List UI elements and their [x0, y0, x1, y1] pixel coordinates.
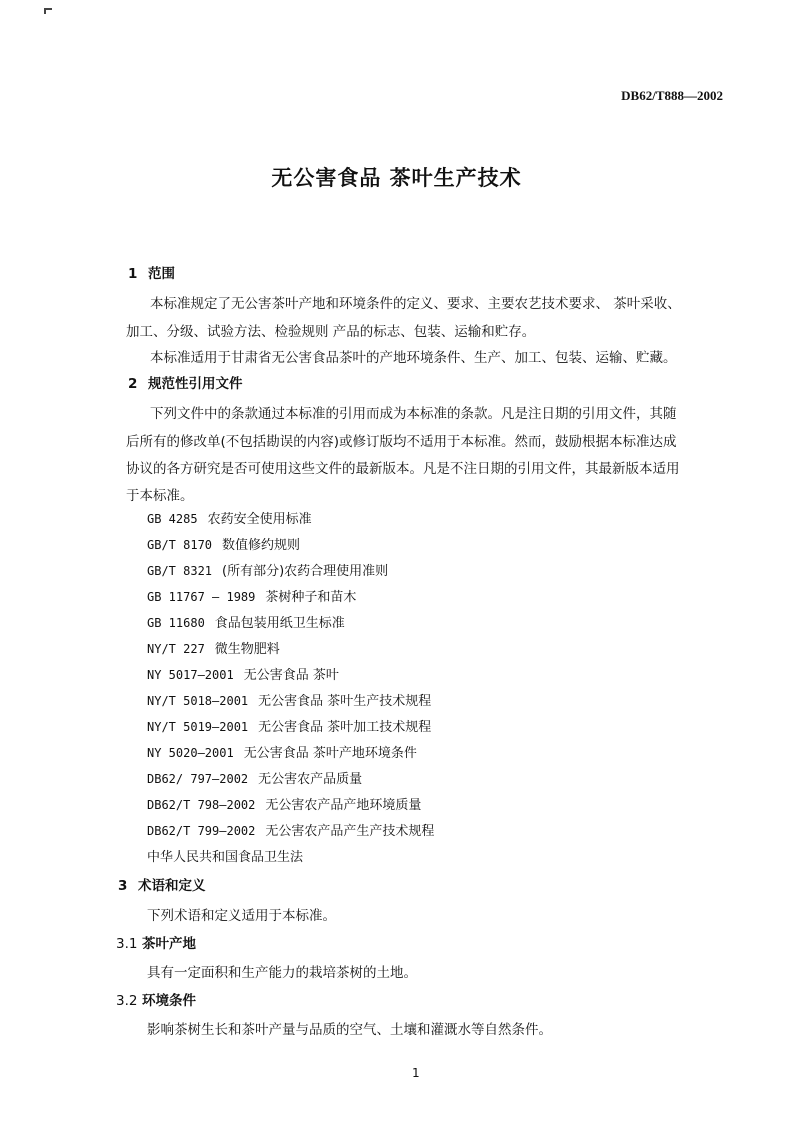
subsection-number: 3.1: [116, 936, 138, 952]
reference-item: [147, 742, 417, 761]
reference-title: 无公害食品 茶叶加工技术规程: [258, 720, 432, 735]
reference-title: 无公害农产品产地环境质量: [265, 798, 422, 813]
section-title: 范围: [148, 266, 175, 282]
reference-title: (所有部分)农药合理使用准则: [222, 564, 389, 579]
section-3-heading: [118, 874, 206, 894]
reference-title: 茶树种子和苗木: [265, 590, 357, 605]
terms-intro: 下列术语和定义适用于本标准。: [147, 908, 336, 924]
reference-item: [147, 560, 388, 579]
reference-title: 无公害食品 茶叶生产技术规程: [258, 694, 432, 709]
references-intro-line-1: 下列文件中的条款通过本标准的引用而成为本标准的条款。凡是注日期的引用文件，其随: [150, 406, 677, 422]
scope-paragraph-2: 本标准适用于甘肃省无公害食品茶叶的产地环境条件、生产、加工、包装、运输、贮藏。: [150, 350, 677, 366]
reference-code: GB/T 8321: [147, 564, 213, 578]
reference-code: DB62/ 797—2002: [147, 772, 249, 786]
reference-item: [147, 638, 280, 657]
section-3-1-heading: [116, 932, 196, 952]
reference-item: [147, 716, 431, 735]
section-1-heading: [128, 262, 175, 282]
reference-title: 无公害农产品质量: [258, 772, 363, 787]
reference-law: 中华人民共和国食品卫生法: [147, 850, 304, 865]
reference-title: 微生物肥料: [214, 642, 280, 657]
document-code: DB62/T888—2002: [621, 88, 723, 103]
section-number: 1: [128, 266, 138, 282]
section-title: 规范性引用文件: [148, 376, 243, 392]
section-title: 术语和定义: [138, 878, 206, 894]
reference-item: [147, 768, 362, 787]
section-number: 2: [128, 376, 138, 392]
reference-item: [147, 612, 345, 631]
scope-paragraph-1-line-1: 本标准规定了无公害茶叶产地和环境条件的定义、要求、主要农艺技术要求、 茶叶采收、: [150, 296, 681, 312]
reference-code: NY/T 5018—2001: [147, 694, 249, 708]
reference-title: 无公害农产品产生产技术规程: [265, 824, 435, 839]
reference-code: NY 5017—2001: [147, 668, 234, 682]
term-definition-tea-area: 具有一定面积和生产能力的栽培茶树的土地。: [147, 965, 417, 981]
page-number: 1: [412, 1066, 420, 1080]
reference-code: GB 11680: [147, 616, 205, 630]
section-3-2-heading: [116, 989, 196, 1009]
reference-title: 数值修约规则: [222, 538, 301, 553]
reference-item: [147, 820, 434, 839]
references-intro-line-4: 于本标准。: [126, 488, 194, 504]
reference-code: GB/T 8170: [147, 538, 213, 552]
scope-paragraph-1-line-2: 加工、分级、试验方法、检验规则 产品的标志、包装、运输和贮存。: [126, 324, 536, 340]
section-2-heading: [128, 372, 243, 392]
reference-code: NY 5020—2001: [147, 746, 234, 760]
subsection-title: 环境条件: [142, 993, 196, 1009]
reference-item: [147, 664, 339, 683]
corner-scan-mark-stem: [44, 8, 46, 14]
subsection-title: 茶叶产地: [142, 936, 196, 952]
reference-title: 农药安全使用标准: [207, 512, 312, 527]
reference-code: DB62/T 798—2002: [147, 798, 256, 812]
reference-code: DB62/T 799—2002: [147, 824, 256, 838]
references-intro-line-2: 后所有的修改单(不包括勘误的内容)或修订版均不适用于本标准。然而，鼓励根据本标准达成: [126, 434, 677, 450]
reference-code: NY/T 5019—2001: [147, 720, 249, 734]
reference-item: [147, 586, 356, 605]
references-intro-line-3: 协议的各方研究是否可使用这些文件的最新版本。凡是不注日期的引用文件，其最新版本适用: [126, 461, 680, 477]
reference-code: GB 4285: [147, 512, 198, 526]
reference-item: [147, 690, 431, 709]
reference-code: GB 11767 — 1989: [147, 590, 256, 604]
section-number: 3: [118, 878, 128, 894]
reference-code: NY/T 227: [147, 642, 205, 656]
reference-title: 无公害食品 茶叶产地环境条件: [243, 746, 417, 761]
reference-item: [147, 534, 300, 553]
term-definition-environment: 影响茶树生长和茶叶产量与品质的空气、土壤和灌溉水等自然条件。: [147, 1022, 552, 1038]
reference-title: 无公害食品 茶叶: [243, 668, 339, 683]
reference-title: 食品包装用纸卫生标准: [214, 616, 345, 631]
subsection-number: 3.2: [116, 993, 138, 1009]
reference-item: [147, 508, 312, 527]
reference-item: [147, 794, 421, 813]
document-title: 无公害食品 茶叶生产技术: [271, 166, 522, 190]
